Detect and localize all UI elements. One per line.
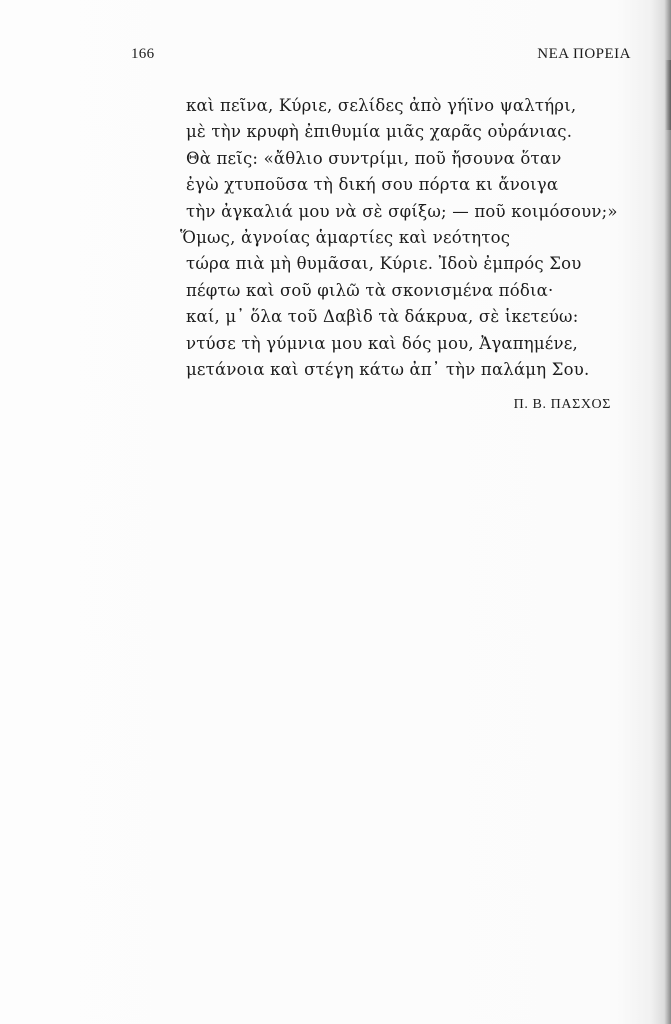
poem-line: Θὰ πεῖς: «ἄθλιο συντρίμι, ποῦ ἤσουνα ὅταν <box>186 148 562 168</box>
poem-line: τώρα πιὰ μὴ θυμᾶσαι, Κύριε. Ἰδοὺ ἐμπρός Σου <box>186 254 582 274</box>
poem-line: μὲ τὴν κρυφὴ ἐπιθυμία μιᾶς χαρᾶς οὐράνιας. <box>186 122 573 142</box>
running-title: ΝΕΑ ΠΟΡΕΙΑ <box>537 46 631 62</box>
poem-text <box>180 93 618 383</box>
poem-line: τὴν ἀγκαλιά μου νὰ σὲ σφίξω; — ποῦ κοιμόσουν;» <box>186 201 618 221</box>
poem-line: καί, μ᾽ ὅλα τοῦ Δαβὶδ τὰ δάκρυα, σὲ ἱκετεύω: <box>186 307 579 327</box>
page-number: 166 <box>131 46 155 62</box>
poem-line: μετάνοια καὶ στέγη κάτω ἀπ᾽ τὴν παλάμη Σου. <box>186 360 590 380</box>
poem-line: πέφτω καὶ σοῦ φιλῶ τὰ σκονισμένα πόδια· <box>186 280 554 300</box>
poem-line: ἐγὼ χτυποῦσα τὴ δική σου πόρτα κι ἄνοιγα <box>186 175 559 195</box>
page-edge-shadow <box>665 60 671 130</box>
poem-line: ντύσε τὴ γύμνια μου καὶ δός μου, Ἀγαπημένε, <box>186 333 578 353</box>
poem-line: καὶ πεῖνα, Κύριε, σελίδες ἀπὸ γήϊνο ψαλτήρι, <box>186 96 577 115</box>
author-signature: Π. Β. ΠΑΣΧΟΣ <box>513 397 611 412</box>
poem-line: Ὅμως, ἀγνοίας ἁμαρτίες καὶ νεότητος <box>180 228 511 248</box>
